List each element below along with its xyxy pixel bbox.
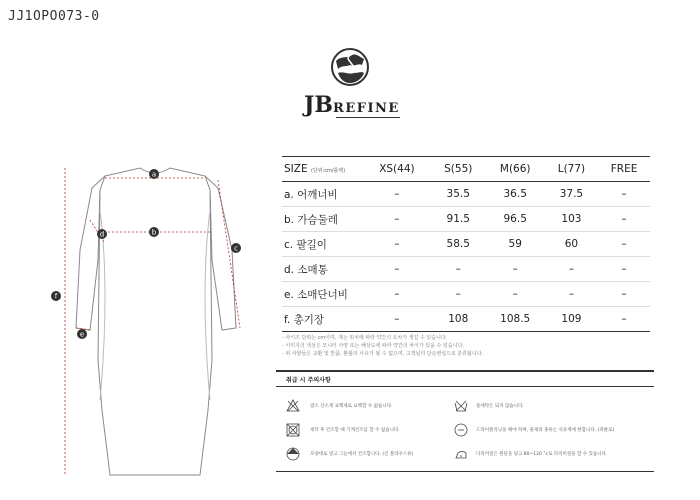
size-cell: –	[363, 207, 431, 232]
shade-dry-icon	[286, 447, 300, 461]
size-cell: 60	[545, 232, 598, 257]
size-cell: 108	[431, 307, 486, 332]
size-cell: –	[363, 257, 431, 282]
brand-globe-logo	[330, 47, 370, 87]
size-cell: –	[363, 182, 431, 207]
product-code: JJ1OPO073-0	[8, 9, 100, 24]
size-cell: –	[363, 232, 431, 257]
note-line: - 위 사항들은 교환 및 반품, 환불의 사유가 될 수 없으며, 고객님의 단순변심으로 분류됩니다.	[282, 351, 484, 357]
row-label: a. 어깨너비	[282, 182, 363, 207]
size-cell: 35.5	[431, 182, 486, 207]
diagram-label-a: a	[151, 170, 157, 179]
no-wash-icon	[454, 399, 468, 413]
care-section	[276, 386, 654, 472]
col-header: XS(44)	[363, 157, 431, 182]
col-header: L(77)	[545, 157, 598, 182]
diagram-label-b: b	[151, 228, 157, 237]
care-text: 모양대로 옆고 그늘에서 건조합니다. (긴 블라우스류)	[310, 452, 414, 457]
diagram-label-d: d	[99, 230, 105, 239]
size-table-row	[282, 282, 650, 307]
care-text: 세탁 후 건조할 때 기계건조를 할 수 없습니다.	[310, 428, 400, 433]
size-cell: –	[486, 257, 545, 282]
brand-refine: REFINE	[333, 101, 400, 116]
care-text: 염소 산소계 표백제로 표백할 수 없습니다.	[310, 404, 393, 409]
care-text: 물세탁은 되지 않습니다.	[476, 404, 524, 409]
size-table-row	[282, 232, 650, 257]
size-table-row	[282, 307, 650, 332]
no-tumble-dry-icon	[286, 423, 300, 437]
row-label: e. 소매단너비	[282, 282, 363, 307]
row-label: f. 총기장	[282, 307, 363, 332]
size-cell: –	[598, 232, 650, 257]
size-cell: –	[363, 307, 431, 332]
size-table-header	[282, 157, 650, 182]
size-cell: 36.5	[486, 182, 545, 207]
diagram-label-e: e	[79, 330, 85, 339]
care-title: 취급 시 주의사항	[286, 377, 331, 384]
size-cell: 103	[545, 207, 598, 232]
note-line: - 사이즈 단위는 cm이며, 재는 위치에 따라 약간의 오차가 생길 수 있습니다.	[282, 335, 448, 341]
diagram-label-c: c	[234, 244, 238, 253]
size-cell: 91.5	[431, 207, 486, 232]
size-header-label: SIZE (단위:cm/틀렉)	[282, 157, 363, 182]
size-cell: –	[545, 257, 598, 282]
row-label: d. 소매통	[282, 257, 363, 282]
note-line: - 이미지의 색상은 모니터 사양 또는 해상도에 따라 약간의 차이가 있을 수 있습니다.	[282, 343, 464, 349]
size-cell: –	[598, 207, 650, 232]
size-cell: 96.5	[486, 207, 545, 232]
no-bleach-icon	[286, 399, 300, 413]
iron-icon	[454, 447, 468, 461]
care-top-divider	[276, 370, 654, 372]
row-label: c. 팔길이	[282, 232, 363, 257]
col-header: FREE	[598, 157, 650, 182]
garment-diagram	[40, 150, 270, 480]
size-cell: –	[363, 282, 431, 307]
size-cell: –	[486, 282, 545, 307]
size-cell: –	[431, 282, 486, 307]
size-table-row	[282, 207, 650, 232]
row-label: b. 가슴둘레	[282, 207, 363, 232]
col-header: S(55)	[431, 157, 486, 182]
size-notes	[282, 334, 483, 358]
brand-jb: JB	[304, 92, 334, 118]
size-cell: –	[598, 282, 650, 307]
col-header: M(66)	[486, 157, 545, 182]
brand-underline	[336, 117, 400, 118]
dry-clean-icon	[454, 423, 468, 437]
unit-label: (단위:cm/틀렉)	[310, 168, 346, 174]
size-cell: 108.5	[486, 307, 545, 332]
size-table-row	[282, 257, 650, 282]
size-table-row	[282, 182, 650, 207]
size-cell: –	[598, 307, 650, 332]
size-cell: –	[545, 282, 598, 307]
diagram-label-f: f	[54, 292, 58, 301]
size-cell: 58.5	[431, 232, 486, 257]
size-cell: –	[598, 257, 650, 282]
size-table	[282, 156, 650, 332]
brand-wordmark	[304, 92, 400, 118]
size-cell: 109	[545, 307, 598, 332]
size-cell: 37.5	[545, 182, 598, 207]
size-cell: –	[431, 257, 486, 282]
size-cell: –	[598, 182, 650, 207]
size-cell: 59	[486, 232, 545, 257]
care-text: 드라이클리닝을 해야 하며, 용제의 종류는 석유계에 한합니다. (퍼클로)	[476, 428, 615, 433]
care-text: 다리미질은 원단을 덮고 80~120 ˚c로 다리미질을 할 수 있습니다.	[476, 452, 608, 457]
